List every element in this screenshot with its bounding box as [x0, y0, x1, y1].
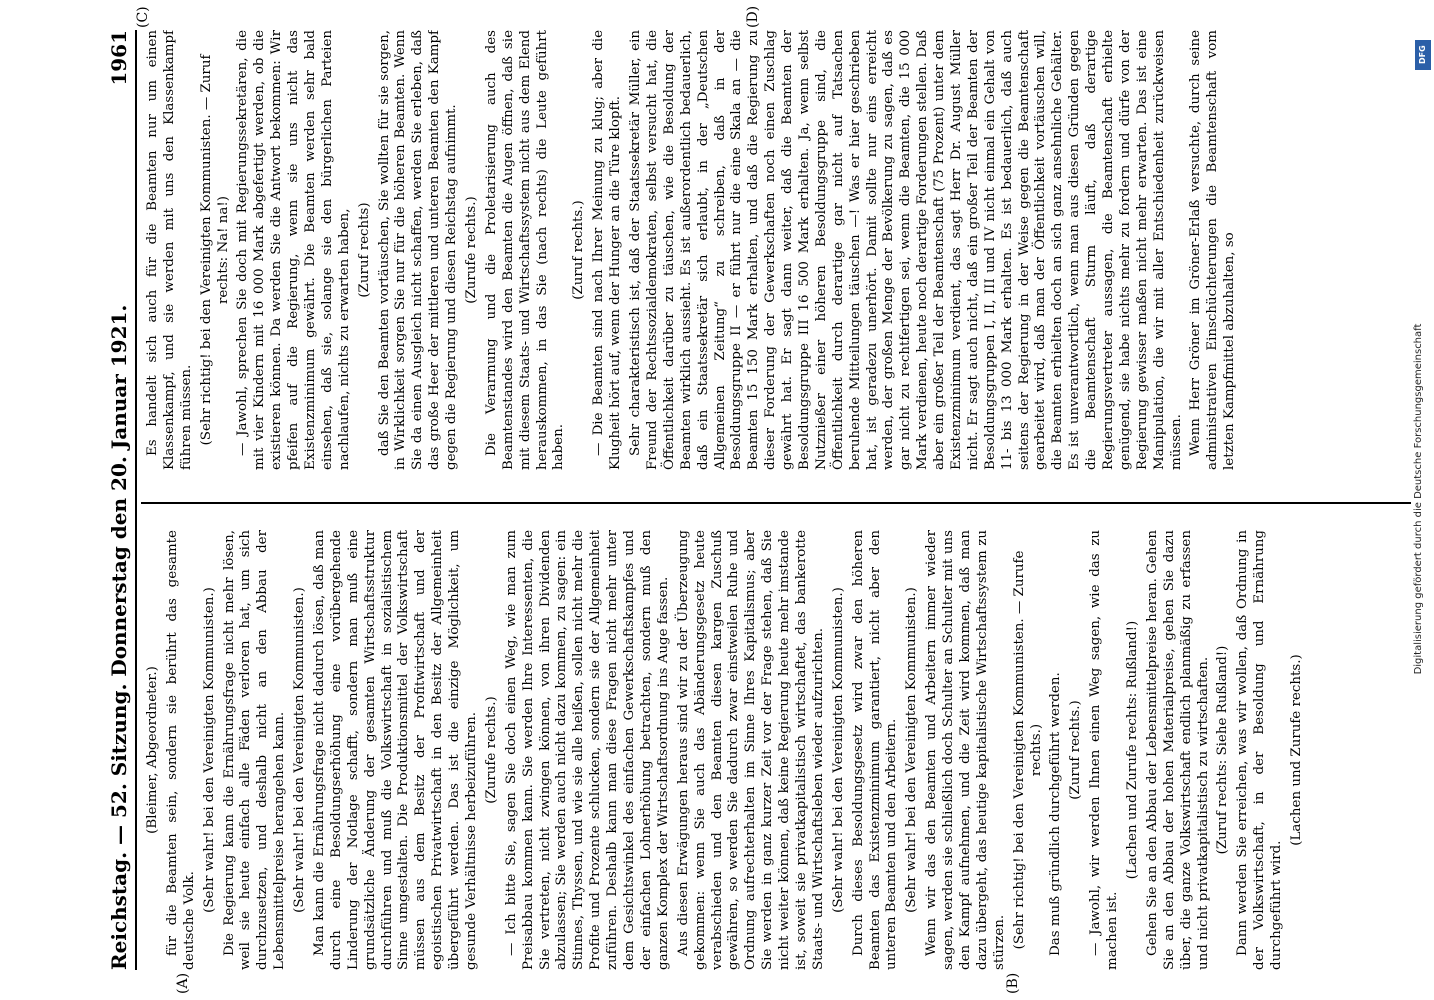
paragraph: (Lachen und Zurufe rechts: Rußland!)	[1124, 620, 1140, 880]
paragraph: für die Beamten sein, sondern sie berührt das gesamte deutsche Volk.	[164, 530, 197, 970]
paragraph: Dann werden Sie erreichen, was wir wollen, daß Ordnung in der Volkswirtschaft, in der Besoldung und Ernährung durchgeführt wird.	[1235, 530, 1285, 970]
dfg-logo: DFG	[1415, 40, 1431, 70]
margin-marker-c: (C)	[135, 6, 151, 28]
paragraph: (Sehr wahr! bei den Vereinigten Kommunisten.)	[292, 587, 308, 913]
paragraph: (Zuruf rechts.)	[1068, 700, 1084, 800]
paragraph: (Zuruf rechts.)	[571, 200, 587, 300]
page-number: 1961	[107, 30, 131, 86]
paragraph: Wenn wir das den Beamten und Arbeitern immer wieder sagen, werden sie schließlich doch Schulter an Schulter mit uns den Kampf aufnehmen, und die Zeit wird kommen, daß man dazu übergeht, das heutige kapitalistische Wirtschaftssystem zu stürzen.	[924, 530, 1007, 970]
paragraph: Das muß gründlich durchgeführt werden.	[1048, 672, 1064, 956]
digitization-credit	[1412, 40, 1432, 960]
paragraph: Gehen Sie an den Abbau der Lebensmittelpreise heran. Gehen Sie an den Abbau der hohen Materialpreise, gehen Sie dazu über, die ganze Volkswirtschaft endlich planmäßig zu erfassen und nicht privatkapitalistisch zu wirtschaften.	[1144, 530, 1211, 970]
page-header	[103, 30, 137, 970]
paragraph: (Lachen und Zurufe rechts.)	[1289, 654, 1304, 846]
paragraph: daß Sie den Beamten vortäuschen, Sie wollten für sie sorgen, in Wirklichkeit sorgen Sie nur für die höheren Beamten. Wenn Sie da einen Ausgleich nicht schaffen, werden Sie erleben, daß das große Heer der mittleren und unteren Beamten den Kampf gegen die Regierung und diesen Reichstag aufnimmt.	[376, 30, 460, 470]
paragraph: (Zurufe rechts.)	[483, 696, 499, 804]
margin-marker-a: (A)	[175, 972, 191, 994]
paragraph: — Ich bitte Sie, sagen Sie doch einen Weg, wie man zum Preisabbau kommen kann. Sie werden Ihre Interessenten, die Sie vertreten, nicht zwingen können, von ihren Dividenden abzulassen; Sie werden auch nicht dazu kommen, zu sagen: ein Stinnes, Thyssen, und wie sie alle heißen, sollen nicht mehr die Profite und Prozente schlucken, sondern sie der Allgemeinheit zuführen. Deshalb kann man diese Fragen nicht mehr unter dem Gesichtswinkel des einfachen Gewerkschaftskampfes und der einfachen Lohnerhöhung betrachten, sondern muß den ganzen Komplex der Wirtschaftsordnung ins Auge fassen.	[503, 530, 671, 970]
paragraph: Wenn Herr Gröner im Gröner-Erlaß versuchte, durch seine administrativen Einschüchterungen die Beamtenschaft vom letzten Kampfmittel abzuhalten, so	[1188, 30, 1238, 470]
right-column	[145, 30, 1395, 470]
paragraph: (Bleimer, Abgeordneter.)	[145, 666, 160, 834]
header-session-title: Reichstag. — 52. Sitzung. Donnerstag den 20. Januar 1921.	[107, 304, 131, 970]
paragraph: (Sehr richtig! bei den Vereinigten Kommunisten. — Zurufe rechts.)	[1011, 550, 1044, 950]
paragraph: (Sehr richtig! bei den Vereinigten Kommunisten. — Zuruf rechts: Na! na!)	[198, 54, 231, 446]
paragraph: Sehr charakteristisch ist, daß der Staatssekretär Müller, ein Freund der Rechtssozialdemokraten, selbst versucht hat, die Öffentlichkeit darüber zu täuschen, wie die Besoldung der Beamten wirklich aussieht. Es ist außerordentlich bedauerlich, daß ein Staatssekretär sich erlaubt, in der „Deutschen Allgemeinen Zeitung“ zu schreiben, daß in der Besoldungsgruppe II — er führt nur die eine Skala an — die Beamten 15 150 Mark erhalten, und daß die Regierung zu dieser Forderung der Gewerkschaften noch einen Zuschlag gewährt hat. Er sagt dann weiter, daß die Beamten der Besoldungsgruppe III 16 500 Mark erhalten. Ja, wenn selbst Nutznießer einer höheren Besoldungsgruppe sind, die Öffentlichkeit durch derartige gar nicht auf Tatsachen beruhende Mitteilungen täuschen —! Was er hier geschrieben hat, ist geradezu unerhört. Damit sollte nur eins erreicht werden, der großen Menge der Bevölkerung zu sagen, daß es gar nicht zu rechtfertigen sei, wenn die Beamten, die 15 000 Mark verdienen, heute noch derartige Forderungen stellen. Daß aber ein großer Teil der Beamtenschaft (75 Prozent) unter dem Existenzminimum verdient, das sagt Herr Dr. August Müller nicht. Er sagt auch nicht, daß ein großer Teil der Beamten der Besoldungsgruppen I, II, III und IV nicht einmal ein Gehalt von 11- bis 13 000 Mark erhalten. Es ist bedauerlich, daß auch seitens der Regierung in der Weise gegen die Beamtenschaft gearbeitet wird, daß man der Öffentlichkeit vortäuschen will, die Beamten erhielten doch an sich ganz ansehnliche Gehälter. Es ist unverantwortlich, wenn man aus diesen Gründen gegen die Beamtenschaft Sturm läuft, daß derartige Regierungsvertreter aussagen, die Beamtenschaft erhielte genügend, sie habe nichts mehr zu fordern und dürfe von der Regierung gewisser maßen nicht mehr erwarten. Das ist eine Manipulation, die wir mit aller Entschiedenheit zurückweisen müssen.	[628, 30, 1184, 470]
paragraph: (Sehr wahr! bei den Vereinigten Kommunisten.)	[904, 587, 920, 913]
paragraph: Es handelt sich auch für die Beamten nur um einen Klassenkampf, und sie werden mit uns den Klassenkampf führen müssen.	[145, 30, 194, 470]
margin-marker-d: (D)	[745, 5, 761, 28]
paragraph: (Sehr wahr! bei den Vereinigten Kommunisten.)	[201, 587, 217, 913]
paragraph: Aus diesen Erwägungen heraus sind wir zu der Überzeugung gekommen: wenn Sie auch das Abänderungsgesetz heute verabschieden und den Beamten diesen kargen Zuschuß gewähren, so werden Sie dadurch zwar einstweilen Ruhe und Ordnung aufrechterhalten im Sinne Ihres Kapitalismus; aber Sie werden in ganz kurzer Zeit vor der Frage stehen, daß Sie nicht weiter können, daß keine Regierung heute mehr imstande ist, soweit sie privatkapitalistisch wirtschaftet, das bankerotte Staats- und Wirtschaftsleben wieder aufzurichten.	[675, 530, 826, 970]
paragraph: (Zuruf rechts: Siehe Rußland!)	[1215, 645, 1231, 855]
left-column	[145, 530, 1395, 970]
rotated-page	[45, 0, 1434, 1000]
paragraph: — Jawohl, wir werden Ihnen einen Weg sagen, wie das zu machen ist.	[1088, 530, 1121, 970]
credit-text: Digitalisierung gefördert durch die Deutsche Forschungsgemeinschaft	[1413, 323, 1424, 675]
paragraph: Man kann die Ernährungsfrage nicht dadurch lösen, daß man durch eine Besoldungserhöhung eine vorübergehende Linderung der Notlage schafft, sondern man muß eine grundsätzliche Änderung der gesamten Wirtschaftsstruktur durchführen und muß die Volkswirtschaft in sozialistischem Sinne umgestalten. Die Produktionsmittel der Volkswirtschaft müssen aus dem Besitz der Profitwirtschaft und der egoistischen Privatwirtschaft in den Besitz der Allgemeinheit übergeführt werden. Das ist die einzige Möglichkeit, um gesunde Verhältnisse herbeizuführen.	[312, 530, 480, 970]
paragraph: (Sehr wahr! bei den Vereinigten Kommunisten.)	[830, 587, 846, 913]
paragraph: (Zuruf rechts)	[356, 202, 372, 298]
paragraph: (Zurufe rechts.)	[464, 196, 480, 304]
paragraph: Die Regierung kann die Ernährungsfrage nicht mehr lösen, weil sie heute einfach alle Fäden verloren hat, um sich durchzusetzen, und deshalb nicht an den Abbau der Lebensmittelpreise herangehen kann.	[221, 530, 288, 970]
margin-marker-b: (B)	[1005, 972, 1021, 994]
paragraph: Durch dieses Besoldungsgesetz wird zwar den höheren Beamten das Existenzminimum garantiert, nicht aber den unteren Beamten und den Arbeitern.	[850, 530, 900, 970]
column-divider	[141, 502, 1411, 504]
paragraph: — Jawohl, sprechen Sie doch mit Regierungssekretären, die mit vier Kindern mit 16 000 Mark abgefertigt werden, ob die existieren können. Da werden Sie die Antwort bekommen: Wir pfeifen auf die Regierung, wenn sie uns nicht das Existenzminimum gewährt. Die Beamten werden sehr bald einsehen, daß sie, solange sie den bürgerlichen Parteien nachlaufen, nichts zu erwarten haben,	[235, 30, 352, 470]
paragraph: — Die Beamten sind nach Ihrer Meinung zu klug; aber die Klugheit hört auf, wenn der Hunger an die Türe klopft.	[591, 30, 624, 470]
paragraph: Die Verarmung und die Proletarisierung auch des Beamtenstandes wird den Beamten die Augen öffnen, daß sie mit diesem Staats- und Wirtschaftssystem nicht aus dem Elend herauskommen, in das Sie (nach rechts) die Leute geführt haben.	[483, 30, 567, 470]
